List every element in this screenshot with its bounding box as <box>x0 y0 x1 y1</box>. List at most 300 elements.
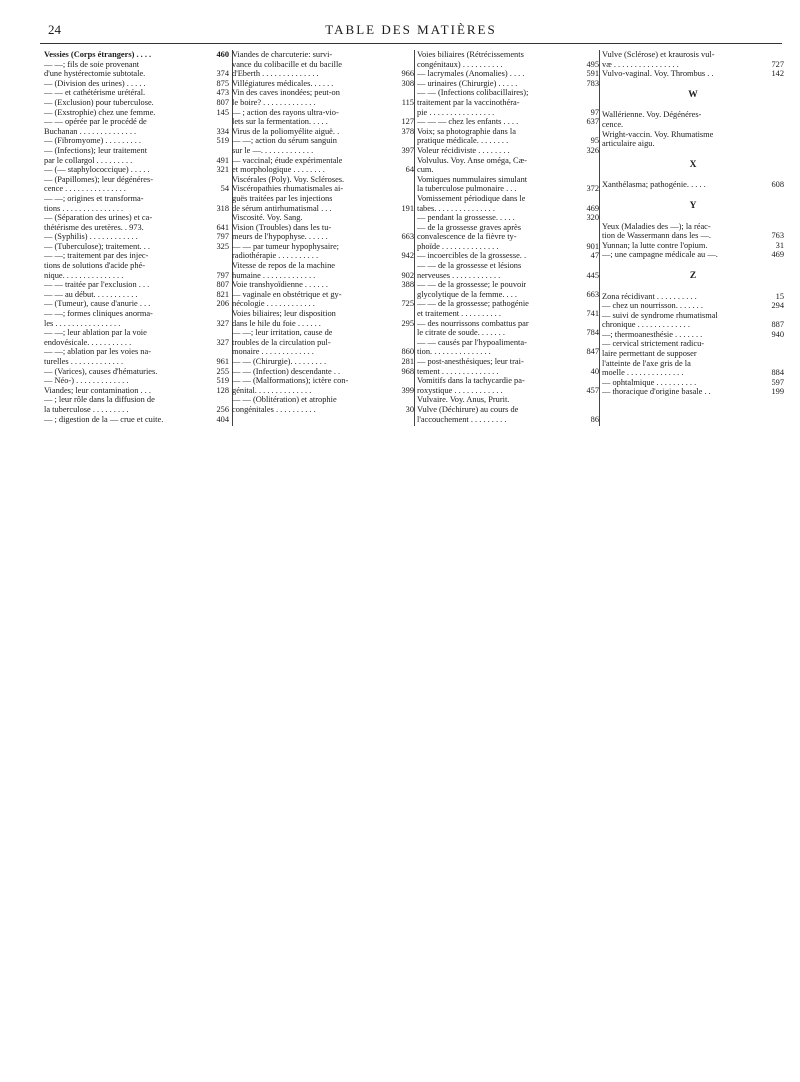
entry-text: cence . . . . . . . . . . . . . . . <box>44 184 126 194</box>
entry-text: — des nourrissons combattus par <box>417 318 529 328</box>
entry-page-ref: 847 <box>586 347 599 357</box>
entry-text: tion de Wassermann dans les —. <box>602 231 711 241</box>
index-entry <box>417 299 599 309</box>
entry-page-ref: 860 <box>401 347 414 357</box>
entry-text: congénitales . . . . . . . . . . <box>232 404 316 414</box>
entry-text: convalescence de la fièvre ty- <box>417 232 517 242</box>
entry-page-ref: 663 <box>586 289 599 299</box>
entry-text: Wallérienne. Voy. Dégénéres- <box>602 110 702 120</box>
index-column-2 <box>229 50 415 426</box>
entry-text: moelle . . . . . . . . . . . . . . <box>602 368 684 378</box>
entry-page-ref: 807 <box>216 280 229 290</box>
index-entry <box>44 108 229 118</box>
entry-page-ref: 763 <box>771 231 784 241</box>
index-entry <box>417 251 599 261</box>
entry-page-ref: 256 <box>216 404 229 414</box>
index-entry <box>44 242 229 252</box>
index-entry <box>602 110 784 120</box>
index-entry <box>232 88 414 98</box>
index-entry <box>232 290 414 300</box>
index-entry <box>602 339 784 349</box>
entry-text: — (— staphylococcique) . . . . . <box>44 165 150 175</box>
index-entry <box>44 299 229 309</box>
index-entry <box>417 98 599 108</box>
entry-page-ref: 519 <box>216 376 229 386</box>
index-entry <box>417 146 599 156</box>
entry-text: le citrate de soude. . . . . . . <box>417 328 505 338</box>
entry-page-ref <box>781 222 784 232</box>
entry-text: Vomissement périodique dans le <box>417 193 526 203</box>
entry-page-ref: 308 <box>401 78 414 88</box>
index-entry <box>602 301 784 311</box>
index-entry <box>44 386 229 396</box>
entry-text: — (Fibromyome) . . . . . . . . . <box>44 136 142 146</box>
entry-page-ref: 374 <box>216 69 229 79</box>
entry-text: — — de la grossesse; le pouvoir <box>417 280 527 290</box>
entry-page-ref: 145 <box>216 107 229 117</box>
entry-text: dans le hile du foie . . . . . . <box>232 318 321 328</box>
entry-text: — — traitée par l'exclusion . . . <box>44 280 150 290</box>
index-entry <box>232 127 414 137</box>
index-entry <box>602 330 784 340</box>
index-entry <box>417 79 599 89</box>
entry-text: Viscosité. Voy. Sang. <box>232 213 303 223</box>
entry-text: — —; origines et transforma- <box>44 193 144 203</box>
entry-text: Vulvo-vaginal. Voy. Thrombus . . <box>602 69 714 79</box>
entry-text: — (Séparation des urines) et ca- <box>44 213 153 223</box>
index-entry <box>44 127 229 137</box>
index-entry <box>232 405 414 415</box>
entry-text: tions de solutions d'acide phé- <box>44 261 146 271</box>
entry-text: — — opérée par le procédé de <box>44 117 147 127</box>
entry-text: Vin des caves inondées; peut-on <box>232 88 340 98</box>
index-entry <box>44 290 229 300</box>
entry-text: tion. . . . . . . . . . . . . . . <box>417 347 491 357</box>
index-entry <box>602 349 784 359</box>
entry-text: meurs de l'hypophyse. . . . . . <box>232 232 328 242</box>
entry-text: — incoercibles de la grossesse. . <box>417 251 527 261</box>
entry-page-ref: 325 <box>216 241 229 251</box>
entry-page-ref: 388 <box>401 280 414 290</box>
header-rule <box>40 43 782 44</box>
entry-page-ref: 86 <box>590 414 599 424</box>
index-entry <box>417 194 599 204</box>
entry-page-ref <box>781 359 784 369</box>
index-entry <box>602 292 784 302</box>
index-entry <box>232 280 414 290</box>
index-entry <box>232 232 414 242</box>
entry-text: thétérisme des uretères. . 973. <box>44 222 144 232</box>
index-entry <box>232 156 414 166</box>
index-entry <box>417 386 599 396</box>
index-entry <box>417 280 599 290</box>
index-entry <box>44 50 229 60</box>
entries-x <box>602 180 784 190</box>
entry-text: — (Syphilis) . . . . . . . . . . . . <box>44 232 138 242</box>
index-entry <box>44 232 229 242</box>
entry-page-ref: 318 <box>216 203 229 213</box>
entry-text: pratique médicale. . . . . . . . <box>417 136 509 146</box>
index-entry <box>44 184 229 194</box>
entry-page-ref: 95 <box>590 136 599 146</box>
entry-page-ref: 399 <box>401 385 414 395</box>
entry-text: par le collargol . . . . . . . . . <box>44 155 133 165</box>
index-entry <box>232 386 414 396</box>
entry-page-ref: 940 <box>771 329 784 339</box>
entry-page-ref: 31 <box>775 240 784 250</box>
entry-page-ref: 40 <box>590 366 599 376</box>
entry-text: glycolytique de la femme. . . . <box>417 289 518 299</box>
entry-text: congénitaux) . . . . . . . . . . <box>417 59 503 69</box>
index-entry <box>417 213 599 223</box>
entry-page-ref <box>781 349 784 359</box>
entry-text: Viandes de charcuterie: survi- <box>232 50 333 59</box>
entry-page-ref: 445 <box>586 270 599 280</box>
entry-page-ref: 807 <box>216 97 229 107</box>
entry-text: Vessies (Corps étrangers) . . . . <box>44 50 152 59</box>
entry-text: humaine . . . . . . . . . . . . . <box>232 270 316 280</box>
entry-text: laire permettant de supposer <box>602 349 697 359</box>
entry-text: Vulvaire. Voy. Anus, Prurit. <box>417 395 510 405</box>
index-entry <box>232 261 414 271</box>
entry-text: — vaccinal; étude expérimentale <box>232 155 343 165</box>
entry-page-ref <box>596 405 599 415</box>
entry-text: pie . . . . . . . . . . . . . . . . <box>417 107 495 117</box>
entry-text: — — (Malformations); ictère con- <box>232 376 349 386</box>
index-entry <box>232 299 414 309</box>
index-entry <box>232 117 414 127</box>
entry-page-ref: 495 <box>586 59 599 69</box>
entry-text: — chez un nourrisson. . . . . . . <box>602 301 703 311</box>
entry-page-ref: 321 <box>216 165 229 175</box>
entry-text: —; une campagne médicale au —. <box>602 250 718 260</box>
entry-page-ref: 901 <box>586 241 599 251</box>
entry-page-ref: 821 <box>216 289 229 299</box>
entry-text: Yunnan; la lutte contre l'opium. <box>602 240 708 250</box>
index-entry <box>44 347 229 357</box>
index-entry <box>232 79 414 89</box>
index-entry <box>417 108 599 118</box>
entry-page-ref: 457 <box>586 385 599 395</box>
entry-page-ref: 199 <box>771 387 784 397</box>
entry-page-ref: 966 <box>401 69 414 79</box>
index-entry <box>417 328 599 338</box>
index-entry <box>44 213 229 223</box>
index-entry <box>232 347 414 357</box>
entry-text: — Néo-) . . . . . . . . . . . . . <box>44 376 129 386</box>
index-entry <box>417 117 599 127</box>
entry-text: — — causés par l'hypoalimenta- <box>417 337 527 347</box>
entry-text: Voie transhyoïdienne . . . . . . <box>232 280 328 290</box>
entry-text: Vomitifs dans la tachycardie pa- <box>417 376 525 386</box>
entry-page-ref: 884 <box>771 368 784 378</box>
index-entry <box>44 175 229 185</box>
entry-text: la tuberculose pulmonaire . . . <box>417 184 517 194</box>
entry-text: turelles . . . . . . . . . . . . . <box>44 357 124 366</box>
index-entry <box>44 280 229 290</box>
section-letter-z: Z <box>689 270 697 281</box>
entry-page-ref: 320 <box>586 213 599 223</box>
entry-page-ref: 961 <box>216 357 229 366</box>
entry-text: — urinaires (Chirurgie) . . . . . <box>417 78 518 88</box>
index-entry <box>232 395 414 405</box>
entry-text: — (Division des urines) . . . . . <box>44 78 146 88</box>
entry-text: Viscéropathies rhumatismales ai- <box>232 184 344 194</box>
entry-page-ref: 641 <box>216 222 229 232</box>
entry-text: — vaginale en obstétrique et gy- <box>232 289 342 299</box>
entry-text: — (Tumeur), cause d'anurie . . . <box>44 299 151 309</box>
entry-text: radiothérapie . . . . . . . . . . <box>232 251 319 261</box>
entry-page-ref: 741 <box>586 309 599 319</box>
entry-text: Viandes; leur contamination . . . <box>44 385 151 395</box>
index-entry <box>232 146 414 156</box>
entry-text: phoïde . . . . . . . . . . . . . . <box>417 241 499 251</box>
entry-page-ref: 727 <box>771 59 784 69</box>
entry-text: Vision (Troubles) dans les tu- <box>232 222 332 232</box>
index-entry <box>44 146 229 156</box>
index-entry <box>417 60 599 70</box>
entry-text: génital. . . . . . . . . . . . . . <box>232 385 312 395</box>
entry-text: — post-anesthésiques; leur trai- <box>417 357 524 366</box>
entry-page-ref: 469 <box>586 203 599 213</box>
entry-page-ref: 519 <box>216 136 229 146</box>
entries-z <box>602 292 784 398</box>
index-entry <box>602 311 784 321</box>
entry-text: et morphologique . . . . . . . . <box>232 165 325 175</box>
index-entry <box>417 271 599 281</box>
entry-text: — (Varices), causes d'hématuries. <box>44 366 158 376</box>
index-entry <box>602 130 784 140</box>
entry-text: — pendant la grossesse. . . . . <box>417 213 515 223</box>
index-entry <box>44 251 229 261</box>
index-entry <box>232 213 414 223</box>
entry-text: Vulve (Sclérose) et kraurosis vul- <box>602 50 715 59</box>
entry-page-ref: 875 <box>216 78 229 88</box>
entry-text: Virus de la poliomyélite aiguë. . <box>232 126 340 136</box>
entry-text: tabes. . . . . . . . . . . . . . . <box>417 203 495 213</box>
index-entry <box>232 136 414 146</box>
entry-page-ref: 397 <box>401 145 414 155</box>
index-entry <box>44 415 229 425</box>
index-entry <box>417 88 599 98</box>
entry-page-ref: 460 <box>216 50 229 59</box>
index-entry <box>417 223 599 233</box>
entry-page-ref: 491 <box>216 155 229 165</box>
entry-text: — —; fils de soie provenant <box>44 59 140 69</box>
entry-page-ref: 206 <box>216 299 229 309</box>
entry-text: de sérum antirhumatismal . . . <box>232 203 332 213</box>
entry-text: articulaire aigu. <box>602 139 655 149</box>
entry-text: l'atteinte de l'axe gris de la <box>602 358 691 368</box>
entry-page-ref: 47 <box>590 251 599 261</box>
entry-page-ref: 591 <box>586 69 599 79</box>
index-entry <box>44 60 229 70</box>
section-letter-x: X <box>689 159 697 170</box>
entry-text: — lacrymales (Anomalies) . . . . <box>417 69 525 79</box>
index-entry <box>417 405 599 415</box>
entry-text: — (Tuberculose); traitement. . . <box>44 241 150 251</box>
entry-text: —; thermoanesthésie . . . . . . . <box>602 329 703 339</box>
index-entry <box>232 242 414 252</box>
entry-text: Zona récidivant . . . . . . . . . . <box>602 291 697 301</box>
index-entry <box>232 204 414 214</box>
section-letter-y: Y <box>689 200 697 211</box>
page-title: TABLE DES MATIÈRES <box>325 22 497 37</box>
entry-page-ref: 637 <box>586 117 599 127</box>
entry-page-ref: 372 <box>586 184 599 194</box>
entry-text: Viscérales (Poly). Voy. Scléroses. <box>232 174 345 184</box>
entry-page-ref: 54 <box>220 184 229 194</box>
entry-text: Voies biliaires (Rétrécissements <box>417 50 524 59</box>
entry-page-ref: 608 <box>771 180 784 190</box>
index-entry <box>602 368 784 378</box>
entry-text: — thoracique d'origine basale . . <box>602 387 711 397</box>
entry-page-ref: 295 <box>401 318 414 328</box>
entry-text: — ; action des rayons ultra-vio- <box>232 107 339 117</box>
entry-text: Vomiques nummulaires simulant <box>417 174 528 184</box>
entry-text: — (Papillomes); leur dégénéres- <box>44 174 154 184</box>
entry-text: d'une hystérectomie subtotale. <box>44 69 146 79</box>
index-entry <box>417 357 599 367</box>
entry-page-ref <box>781 139 784 149</box>
entry-page-ref: 942 <box>401 251 414 261</box>
entry-text: — ; leur rôle dans la diffusion de <box>44 395 155 405</box>
index-entry <box>44 165 229 175</box>
entry-text: — —; traitement par des injec- <box>44 251 149 261</box>
entry-page-ref: 968 <box>401 366 414 376</box>
entry-text: — — (Infection) descendante . . <box>232 366 341 376</box>
index-entry <box>602 359 784 369</box>
index-entry <box>602 320 784 330</box>
index-entry <box>44 79 229 89</box>
index-entry <box>602 69 784 79</box>
entry-page-ref: 115 <box>401 97 414 107</box>
index-entry <box>44 223 229 233</box>
index-entry <box>44 328 229 338</box>
entry-page-ref: 473 <box>216 88 229 98</box>
entry-text: — de la grossesse graves après <box>417 222 521 232</box>
entry-page-ref: 64 <box>405 165 414 175</box>
entry-page-ref <box>781 120 784 130</box>
entry-page-ref: 887 <box>771 320 784 330</box>
entry-page-ref: 663 <box>401 232 414 242</box>
entry-text: — — et cathétérisme urétéral. <box>44 88 146 98</box>
entry-text: traitement par la vaccinothéra- <box>417 97 520 107</box>
entries-w <box>602 110 784 148</box>
entry-page-ref: 469 <box>771 250 784 260</box>
index-column-1 <box>44 50 233 426</box>
index-entry <box>232 50 414 60</box>
index-entry <box>417 50 599 60</box>
entry-text: sur le —. . . . . . . . . . . . . <box>232 145 314 155</box>
entry-text: Vitesse de repos de la machine <box>232 261 335 271</box>
index-entry <box>232 328 414 338</box>
index-column-4 <box>599 50 784 397</box>
entry-text: Voies biliaires; leur disposition <box>232 309 336 319</box>
index-entry <box>417 319 599 329</box>
entry-text: nerveuses . . . . . . . . . . . . <box>417 270 501 280</box>
entry-text: — — par tumeur hypophysaire; <box>232 241 339 251</box>
entry-text: Voix; sa photographie dans la <box>417 126 516 136</box>
entry-text: væ . . . . . . . . . . . . . . . . <box>602 59 679 69</box>
entry-text: — — de la grossesse et lésions <box>417 261 522 271</box>
entry-text: Xanthélasma; pathogénie. . . . . <box>602 180 706 190</box>
entry-text: — — de la grossesse; pathogénie <box>417 299 529 309</box>
index-entry <box>602 50 784 60</box>
index-entry <box>232 184 414 194</box>
entry-page-ref: 191 <box>401 203 414 213</box>
entry-text: d'Eberth . . . . . . . . . . . . . . <box>232 69 319 79</box>
entry-text: — (Exclusion) pour tuberculose. <box>44 97 154 107</box>
index-entry <box>44 309 229 319</box>
index-entry <box>232 108 414 118</box>
entry-text: — —; action du sérum sanguin <box>232 136 337 146</box>
index-entry <box>232 357 414 367</box>
index-entry <box>232 271 414 281</box>
index-entry <box>417 175 599 185</box>
index-entry <box>232 165 414 175</box>
entry-text: cence. <box>602 119 624 129</box>
index-entry <box>417 347 599 357</box>
entry-page-ref: 725 <box>401 299 414 309</box>
entry-text: roxystique . . . . . . . . . . . . <box>417 385 503 395</box>
index-entry <box>417 290 599 300</box>
index-entry <box>602 378 784 388</box>
entry-page-ref: 15 <box>775 291 784 301</box>
entry-text: — (Infections); leur traitement <box>44 145 148 155</box>
entry-text: Villégiatures médicales. . . . . . <box>232 78 334 88</box>
entry-text: guës traitées par les injections <box>232 193 333 203</box>
entry-page-ref: 255 <box>216 366 229 376</box>
page-header <box>40 20 782 44</box>
index-column-3 <box>414 50 600 426</box>
index-entry <box>602 180 784 190</box>
entry-text: — —; formes cliniques anorma- <box>44 309 153 319</box>
index-entry <box>232 69 414 79</box>
index-entry <box>417 309 599 319</box>
entry-page-ref: 127 <box>401 117 414 127</box>
entry-text: Yeux (Maladies des —); la réac- <box>602 221 711 231</box>
index-entry <box>232 319 414 329</box>
index-entry <box>602 241 784 251</box>
entry-page-ref: 404 <box>216 414 229 424</box>
index-entry <box>602 120 784 130</box>
index-entry <box>417 242 599 252</box>
entry-text: endovésicale. . . . . . . . . . . <box>44 337 132 347</box>
index-entry <box>232 60 414 70</box>
index-entry <box>44 69 229 79</box>
entry-text: chronique . . . . . . . . . . . . . <box>602 320 690 330</box>
index-entry <box>417 415 599 425</box>
index-entry <box>44 395 229 405</box>
entry-text: nécologie . . . . . . . . . . . . <box>232 299 315 309</box>
index-entry <box>44 117 229 127</box>
index-entry <box>232 367 414 377</box>
index-entry <box>417 376 599 386</box>
index-entry <box>417 184 599 194</box>
entry-text: — —; leur ablation par la voie <box>44 328 147 338</box>
entry-page-ref: 902 <box>401 270 414 280</box>
index-entry <box>417 232 599 242</box>
entry-text: — — (Infections colibacillaires); <box>417 88 529 98</box>
entry-page-ref: 597 <box>771 377 784 387</box>
entry-text: — —; leur irritation, cause de <box>232 328 333 338</box>
entry-page-ref: 128 <box>216 385 229 395</box>
entry-text: les . . . . . . . . . . . . . . . . <box>44 318 121 328</box>
entry-text: troubles de la circulation pul- <box>232 337 331 347</box>
entry-page-ref: 378 <box>401 126 414 136</box>
index-entry <box>44 376 229 386</box>
